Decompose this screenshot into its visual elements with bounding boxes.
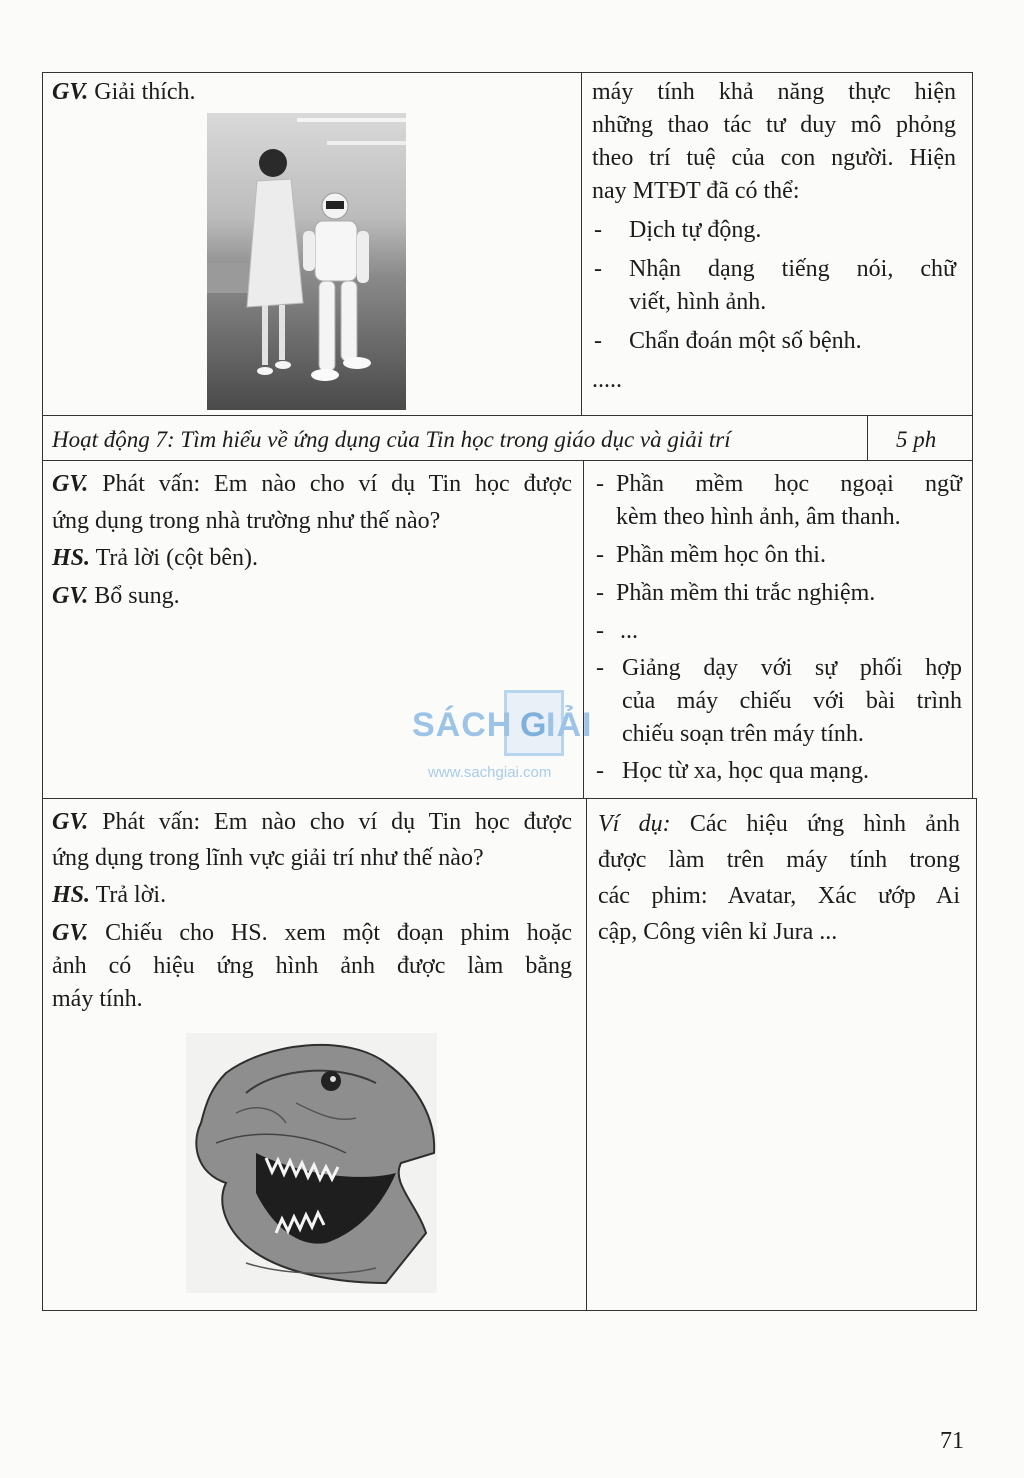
example-label: Ví dụ: [598,811,671,837]
activity-bottom-border [42,460,973,461]
watermark-brand-right: IẢI [546,706,593,744]
row2-left-line: HS. Trả lời (cột bên). [52,545,259,571]
table-left-border [42,72,43,1310]
row1-right-line: những thao tác tư duy mô phỏng [592,112,956,138]
list-item-text: chiếu soạn trên máy tính. [622,721,864,747]
list-item-text: Phần mềm thi trắc nghiệm. [616,580,876,606]
dinosaur-illustration [186,1033,437,1293]
list-item-text: Giảng dạy với sự phối hợp [622,655,962,681]
row3-left-line: ứng dụng trong lĩnh vực giải trí như thế nào? [52,845,484,871]
row1-right-border [972,72,973,460]
row2-right-border [972,460,973,798]
row2-right-cell [596,468,962,788]
row3-right-cell [598,808,960,949]
row3-left-line: GV. Chiếu cho HS. xem một đoạn phim hoặc [52,920,572,946]
list-item: - Nhận dạng tiếng nói, chữ viết, hình ảnh. [592,253,956,319]
robot-photo [207,113,406,410]
row2-left-line: GV. Bổ sung. [52,583,180,609]
row1-left-cell [52,76,572,109]
list-item-text: Phần mềm học ôn thi. [616,542,826,568]
row3-right-line: các phim: Avatar, Xác ướp Ai [598,883,960,909]
row3-left-line: ảnh có hiệu ứng hình ảnh được làm bằng [52,953,572,979]
row2-left-line: ứng dụng trong nhà trường như thế nào? [52,508,441,534]
list-item: - Dịch tự động. [592,214,956,247]
row1-right-line: máy tính khả năng thực hiện [592,79,956,105]
page-number: 71 [940,1428,964,1454]
row1-right-line: theo trí tuệ của con người. Hiện [592,145,956,171]
list-item: - Giảng dạy với sự phối hợp của máy chiếu với bài trình chiếu soạn trên máy tính. [596,652,962,751]
list-item-text: ... [620,618,638,644]
list-item: - Phần mềm học ôn thi. [596,539,962,572]
row3-right-border [976,798,977,1310]
row3-right-line: cập, Công viên kỉ Jura ... [598,919,838,945]
row3-left-line: GV. Phát vấn: Em nào cho ví dụ Tin học được [52,809,572,835]
list-item: - ... [596,615,962,648]
list-item-text: Học từ xa, học qua mạng. [622,758,869,784]
list-item: - Phần mềm thi trắc nghiệm. [596,577,962,610]
watermark-brand-left: SÁCH [412,706,513,744]
activity-duration-divider [867,415,868,460]
activity-title: Hoạt động 7: Tìm hiểu về ứng dụng của Tin học trong giáo dục và giải trí [52,427,731,452]
list-item: - Học từ xa, học qua mạng. [596,755,962,788]
watermark-url: www.sachgiai.com [428,764,552,781]
list-item-text: Dịch tự động. [629,217,762,243]
row1-right-cell [592,76,956,397]
row1-divider [581,72,582,415]
list-item-text: Phần mềm học ngoại ngữ [616,471,962,497]
row3-right-line: được làm trên máy tính trong [598,847,960,873]
row3-divider [586,798,587,1310]
row3-left-line: HS. Trả lời. [52,882,167,908]
row3-top-border [42,798,977,799]
list-item-text: của máy chiếu với bài trình [622,688,962,714]
row1-left-text: GV. Giải thích. [52,79,196,105]
list-item-text: viết, hình ảnh. [629,289,767,315]
row1-right-line: nay MTĐT đã có thể: [592,178,800,204]
watermark [408,688,618,798]
list-item: - Phần mềm học ngoại ngữ kèm theo hình ảnh, âm thanh. [596,468,962,534]
table-bottom-border [42,1310,977,1311]
row2-left-cell [52,468,572,613]
row3-left-line: máy tính. [52,986,143,1012]
list-item-text: Chẩn đoán một số bệnh. [629,328,862,354]
row3-left-cell [52,806,572,1016]
row2-left-line: GV. Phát vấn: Em nào cho ví dụ Tin học được [52,471,572,497]
activity-duration: 5 ph [896,427,937,452]
list-item: - Chẩn đoán một số bệnh. [592,325,956,358]
activity-top-border [42,415,973,416]
list-item-text: kèm theo hình ảnh, âm thanh. [616,504,901,530]
ellipsis: ..... [592,367,622,393]
table-top-border [42,72,973,73]
list-item-text: Nhận dạng tiếng nói, chữ [629,256,956,282]
watermark-brand-mid: G [520,706,548,744]
row3-right-line: Ví dụ: Các hiệu ứng hình ảnh [598,811,960,837]
